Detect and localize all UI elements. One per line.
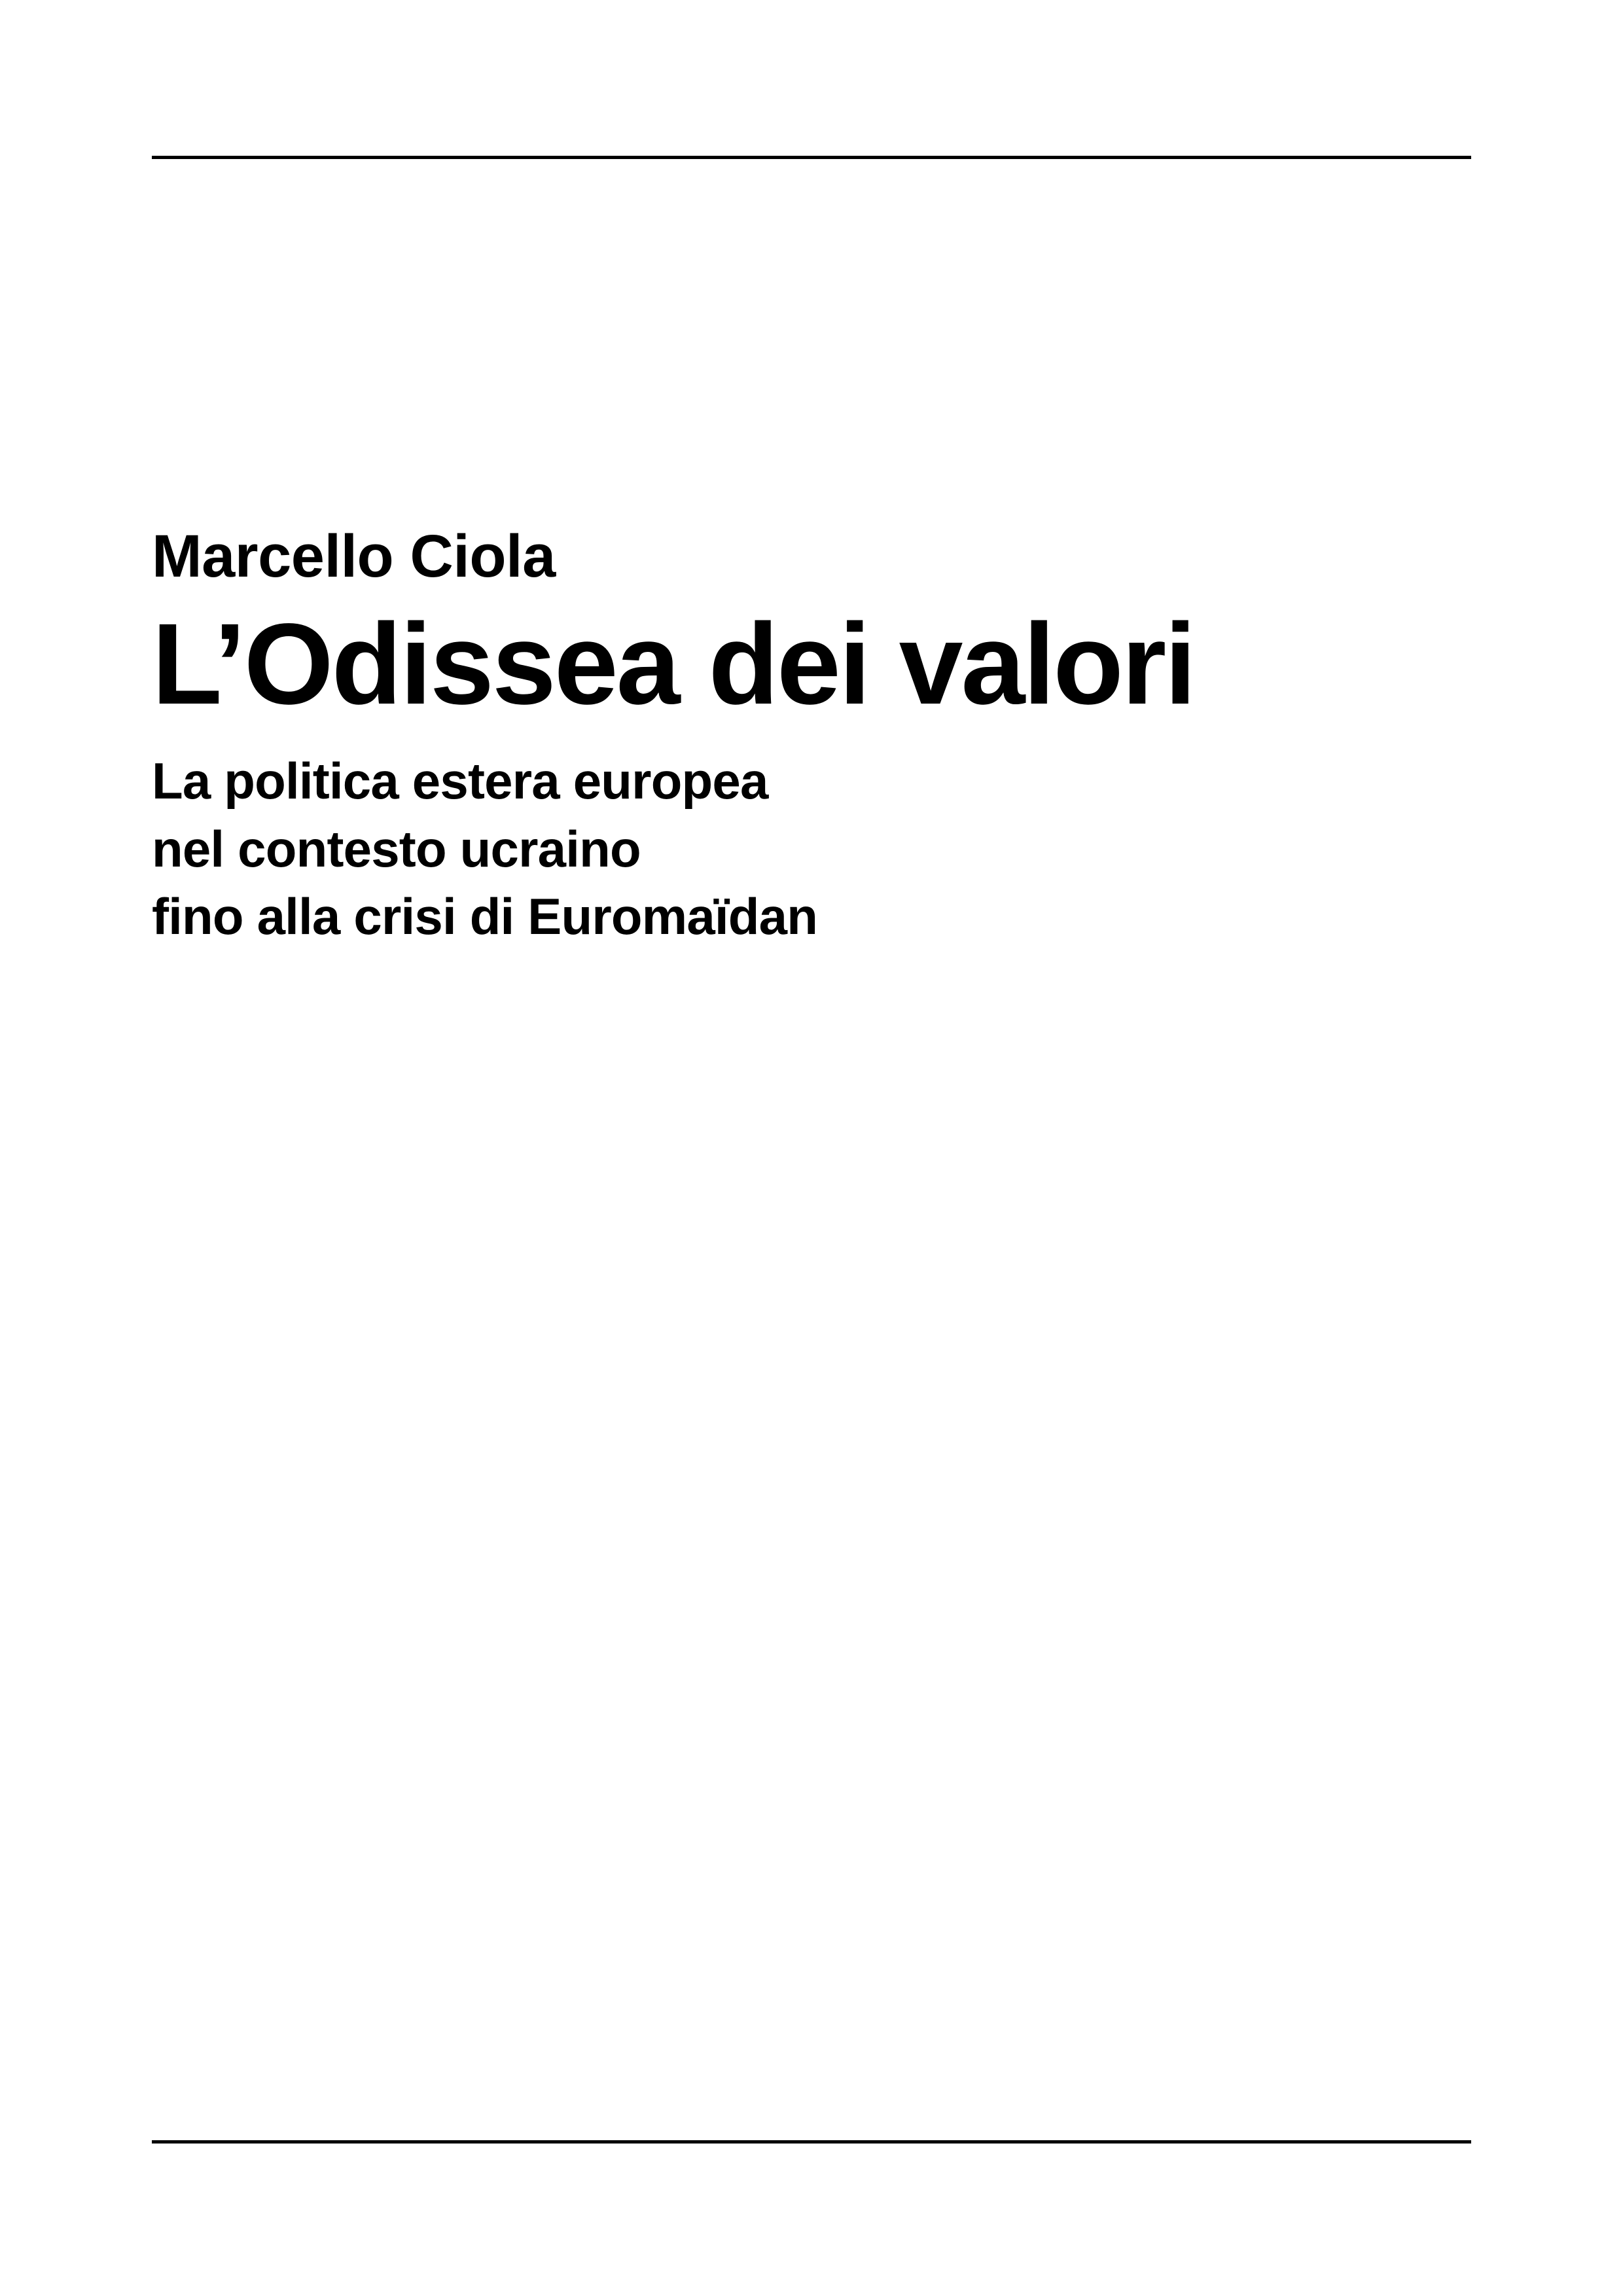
subtitle-line-1: La politica estera europea <box>152 751 768 810</box>
top-horizontal-rule <box>152 156 1471 159</box>
subtitle <box>152 747 1493 951</box>
subtitle-line-3: fino alla crisi di Euromaïdan <box>152 888 818 946</box>
subtitle-line-2: nel contesto ucraino <box>152 819 641 878</box>
title-block <box>152 524 1493 951</box>
author-name: Marcello Ciola <box>152 523 556 590</box>
bottom-horizontal-rule <box>152 2140 1471 2144</box>
page-title: L’Odissea dei valori <box>152 600 1195 729</box>
